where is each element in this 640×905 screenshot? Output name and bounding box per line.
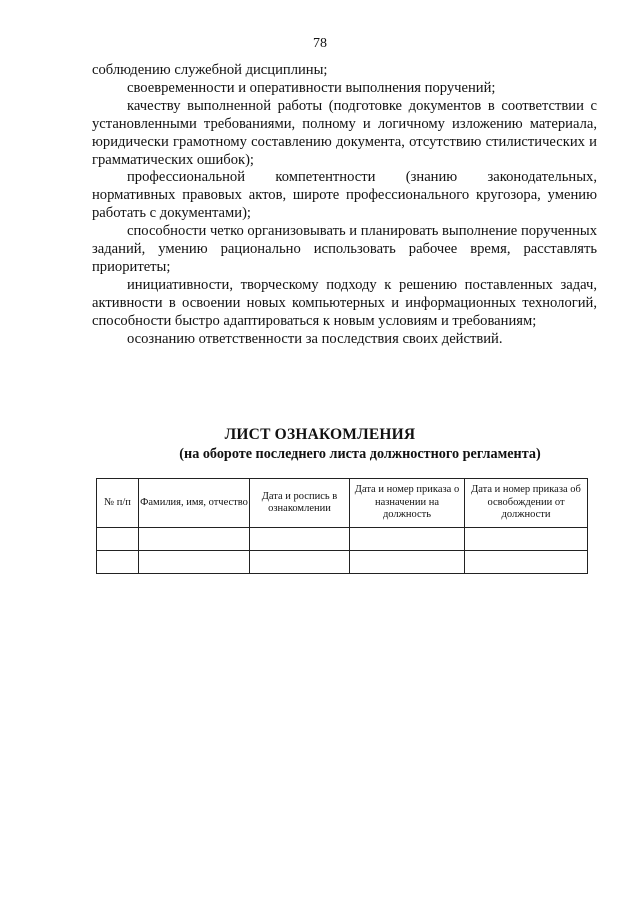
paragraph-discipline: соблюдению служебной дисциплины;: [92, 62, 328, 78]
table-cell: [350, 551, 465, 574]
sheet-title: ЛИСТ ОЗНАКОМЛЕНИЯ: [224, 426, 416, 443]
table-cell: [350, 528, 465, 551]
paragraph-responsibility: осознанию ответственности за последствия своих действий.: [127, 330, 503, 347]
sheet-subtitle: (на обороте последнего листа должностного регламента): [179, 446, 541, 462]
paragraph-competence: профессиональной компетентности (знанию законодательных, нормативных правовых актов, широте профессионального кругозора, умению работать с документами);: [92, 169, 597, 222]
table-cell: [97, 528, 139, 551]
header-full-name: Фамилия, имя, отчество: [139, 479, 250, 528]
table-cell: [250, 528, 350, 551]
body-text: [92, 62, 597, 349]
table-header-row: [97, 479, 588, 528]
table-row: [97, 528, 588, 551]
table-row: [97, 551, 588, 574]
header-number: № п/п: [97, 479, 139, 528]
table-cell: [465, 528, 588, 551]
table-cell: [97, 551, 139, 574]
page-number: 78: [313, 36, 327, 51]
header-appointment-order: Дата и номер приказа о назначении на должность: [350, 479, 465, 528]
paragraph-planning: способности четко организовывать и планировать выполнение порученных заданий, умению рационально использовать рабочее время, расставлять приоритеты;: [92, 223, 597, 275]
table-cell: [465, 551, 588, 574]
header-dismissal-order: Дата и номер приказа об освобождении от должности: [465, 479, 588, 528]
paragraph-timeliness: своевременности и оперативности выполнения поручений;: [127, 79, 496, 96]
paragraph-quality: качеству выполненной работы (подготовке документов в соответствии с установленными требованиями, полному и логичному изложению материала, юридически грамотному составлению документа, отсутствию стилистических и грамматических ошибок);: [92, 97, 597, 168]
paragraph-initiative: инициативности, творческому подходу к решению поставленных задач, активности в освоении новых компьютерных и информационных технологий, способности быстро адаптироваться к новым условиям и требованиям;: [92, 276, 597, 329]
acknowledgement-table: [96, 478, 588, 574]
table-cell: [139, 551, 250, 574]
table-cell: [139, 528, 250, 551]
table-cell: [250, 551, 350, 574]
header-date-signature: Дата и роспись в ознакомлении: [250, 479, 350, 528]
